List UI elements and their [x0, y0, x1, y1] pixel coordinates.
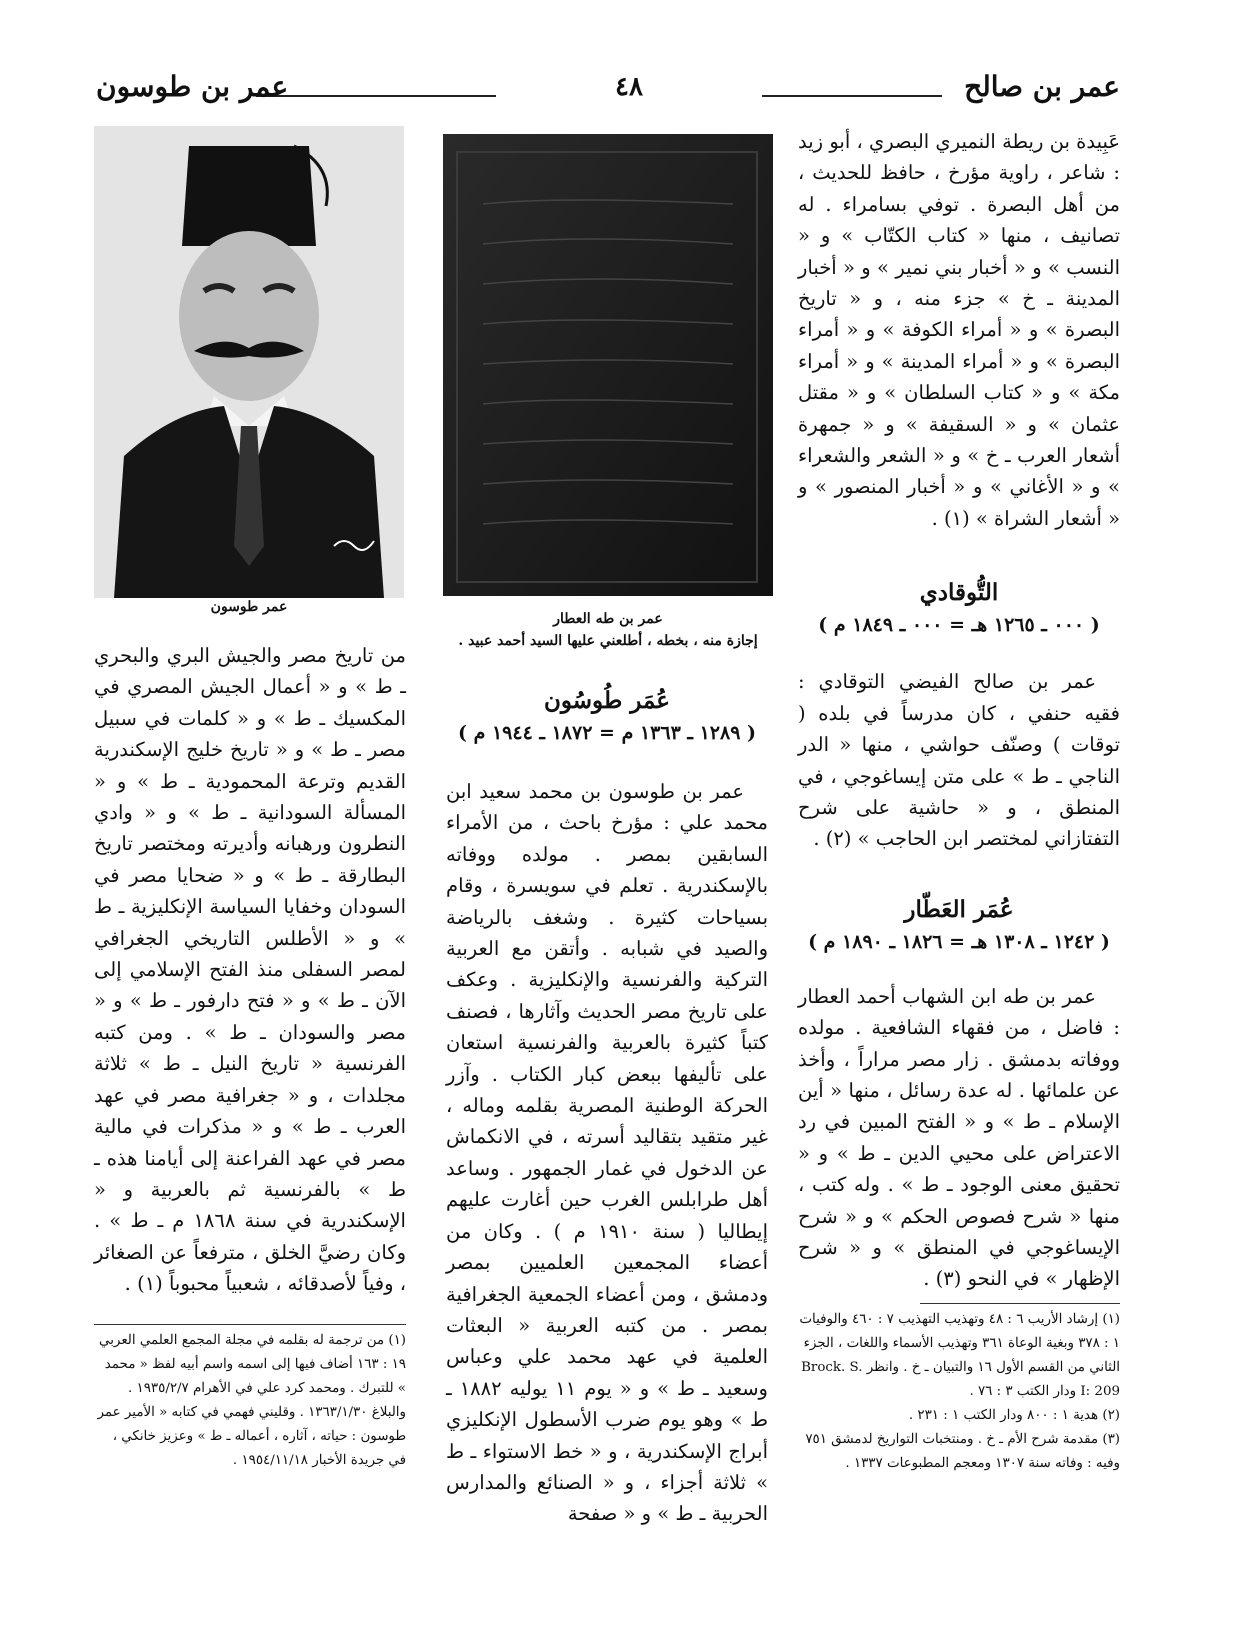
- right-column: [798, 126, 1120, 1476]
- portrait-photo: [94, 126, 404, 598]
- portrait-caption: عمر طوسون: [210, 599, 288, 615]
- entry-text-tusun: عمر بن طوسون بن محمد سعيد ابن محمد علي : مؤرخ باحث ، من الأمراء السابقين بمصر . مولده ووفاته بالإسكندرية . تعلم في سويسرة ، وقام بسياحات كثيرة . وشغف بالرياضة والصيد في شبابه . وأتقن مع العربية التركية والفرنسية والإنكليزية . وعكف على تاريخ مصر الحديث وآثارها ، فصنف كتباً كثيرة بالعربية والفرنسية استعان على تأليفها ببعض كبار الكتاب . وآزر الحركة الوطنية المصرية بقلمه وماله ، غير متقيد بتقاليد أسرته ، في الانكماش عن الدخول في غمار الجمهور . وساعد أهل طرابلس الغرب حين أغارت عليهم إيطاليا ( سنة ١٩١٠ م ) . وكان من أعضاء المجمعين العلميين بمصر ودمشق ، ومن أعضاء الجمعية الجغرافية بمصر . من كتبه العربية « البعثات العلمية في عهد محمد علي وعباس وسعيد ـ ط » و « يوم ١١ يوليه ١٨٨٢ ـ ط » وهو يوم ضرب الأسطول الإنكليزي أبراج الإسكندرية ، و « خط الاستواء ـ ط » ثلاثة أجزاء ، و « الصنائع والمدارس الحربية ـ ط » و « صفحة: [446, 780, 769, 1526]
- manuscript-image: [443, 134, 773, 596]
- header-entry-left: عمر بن طوسون: [96, 70, 289, 103]
- page-number: ٤٨: [615, 72, 643, 102]
- manuscript-caption-text: إجازة منه ، بخطه ، أطلعني عليها السيد أحمد عبيد .: [458, 633, 758, 649]
- entry-title-attar: عُمَر العَطّار: [904, 895, 1014, 923]
- running-header: [96, 62, 1120, 112]
- entry-text-tuqadi: عمر بن صالح الفيضي التوقادي : فقيه حنفي ، كان مدرساً في بلده ( توقات ) وصنّف حواشي ، منها « الدر الناجي ـ ط » على متن إيساغوجي ، في المنطق ، و « حاشية على شرح التفتازاني لمختصر ابن الحاجب » (٢) .: [798, 670, 1120, 851]
- entry-text-attar: عمر بن طه ابن الشهاب أحمد العطار : فاضل ، من فقهاء الشافعية . مولده ووفاته بدمشق . زار مصر مراراً ، وأخذ عن علمائها . له عدة رسائل ، منها « أين الإسلام ـ ط » و « الفتح المبين في رد الاعتراض على محيي الدين ـ ط » و « تحقيق معنى الوجود ـ ط » . وله كتب ، منها « شرح فصوص الحكم » و « شرح الإيساغوجي في المنطق » و « شرح الإظهار » في النحو (٣) .: [798, 984, 1120, 1291]
- manuscript-caption-title: عمر بن طه العطار: [553, 611, 663, 627]
- entry-dates-tuqadi: ( ٠٠٠ ـ ١٢٦٥ هـ = ٠٠٠ ـ ١٨٤٩ م ): [818, 614, 1100, 637]
- left-column: [94, 640, 406, 1473]
- manuscript-photo: [443, 134, 773, 596]
- entry-dates-attar: ( ١٢٤٢ ـ ١٣٠٨ هـ = ١٨٢٦ ـ ١٨٩٠ م ): [808, 930, 1110, 953]
- footnotes-left: [94, 1329, 406, 1473]
- footnote-rule-left: [94, 1324, 406, 1325]
- header-entry-right: عمر بن صالح: [964, 70, 1120, 103]
- manuscript-caption: [443, 608, 773, 652]
- footnotes-right: [798, 1308, 1120, 1476]
- entry-dates-tusun: ( ١٢٨٩ ـ ١٣٦٣ م = ١٨٧٢ ـ ١٩٤٤ م ): [457, 722, 757, 744]
- footnote-3-right: (٣) مقدمة شرح الأم ـ خ . ومنتخبات التواريخ لدمشق ٧٥١ وفيه : وفاته سنة ١٣٠٧ ومعجم المطبوعات ١٣٣٧ .: [805, 1431, 1120, 1471]
- footnote-1-left: (١) من ترجمة له بقلمه في مجلة المجمع العلمي العربي ١٩ : ١٦٣ أضاف فيها إلى اسمه واسم أبيه لفظ « محمد » للتبرك . ومحمد كرد علي في الأهرام ١٩٣٥/٢/٧ . والبلاغ ١٣٦٣/١/٣٠ . وقليني فهمي في كتابه « الأمير عمر طوسون : حياته ، آثاره ، أعماله ـ ط » وعزيز خانكي ، في جريدة الأخبار ١٩٥٤/١١/١٨ .: [97, 1332, 406, 1468]
- footnote-2-right: (٢) هدية ١ : ٨٠٠ ودار الكتب ١ : ٢٣١ .: [908, 1407, 1120, 1423]
- header-rule-right: [762, 95, 942, 97]
- footnote-rule-right: [920, 1303, 1120, 1304]
- entry-title-tuqadi: التُّوقادي: [919, 579, 999, 607]
- entry-text-tusun-continued: من تاريخ مصر والجيش البري والبحري ـ ط » و « أعمال الجيش المصري في المكسيك ـ ط » و « كلمات في سبيل مصر ـ ط » و « تاريخ خليج الإسكندرية القديم وترعة المحمودية ـ ط » و « المسألة السودانية ـ ط » و « وادي النطرون ورهبانه وأديرته ومختصر تاريخ البطارقة ـ ط » و « ضحايا مصر في السودان وخفايا السياسة الإنكليزية ـ ط » و « الأطلس التاريخي الجغرافي لمصر السفلى منذ الفتح الإسلامي إلى الآن ـ ط » و « فتح دارفور ـ ط » و « مصر والسودان ـ ط » . ومن كتبه الفرنسية « تاريخ النيل ـ ط » ثلاثة مجلدات ، و « جغرافية مصر في عهد العرب ـ ط » و « مذكرات في مالية مصر في عهد الفراعنة إلى أيامنا هذه ـ ط » بالفرنسية ثم بالعربية و « الإسكندرية في سنة ١٨٦٨ م ـ ط » . وكان رضيَّ الخلق ، مترفعاً عن الصغائر ، وفياً لأصدقائه ، شعبياً محبوباً (١) .: [94, 644, 406, 1296]
- entry-continuation-text: عَبِيدة بن ريطة النميري البصري ، أبو زيد : شاعر ، راوية مؤرخ ، حافظ للحديث ، من أهل البصرة . توفي بسامراء . له تصانيف ، منها « كتاب الكتّاب » و « النسب » و « أخبار بني نمير » و « أخبار المدينة ـ خ » جزء منه ، و « تاريخ البصرة » و « أمراء الكوفة » و « أمراء البصرة » و « أمراء المدينة » و « أمراء مكة » و « كتاب السلطان » و « مقتل عثمان » و « السقيفة » و « جمهرة أشعار العرب ـ خ » و « الشعر والشعراء » و « الأغاني » و « أخبار المنصور » و « أشعار الشراة » (١) .: [798, 130, 1120, 530]
- footnote-1-right: (١) إرشاد الأريب ٦ : ٤٨ وتهذيب التهذيب ٧ : ٤٦٠ والوفيات ١ : ٣٧٨ وبغية الوعاة ٣٦١ وتهذيب الأسماء واللغات ، الجزء الثاني من القسم الأول ١٦ والتبيان ـ خ . وانظر Brock. S. I: 209 ودار الكتب ٣ : ٧٦ .: [799, 1311, 1120, 1399]
- middle-column: [446, 684, 768, 1530]
- entry-title-tusun: عُمَر طُوسُون: [544, 687, 670, 714]
- header-rule-left: [256, 95, 496, 97]
- portrait-image: [94, 126, 404, 598]
